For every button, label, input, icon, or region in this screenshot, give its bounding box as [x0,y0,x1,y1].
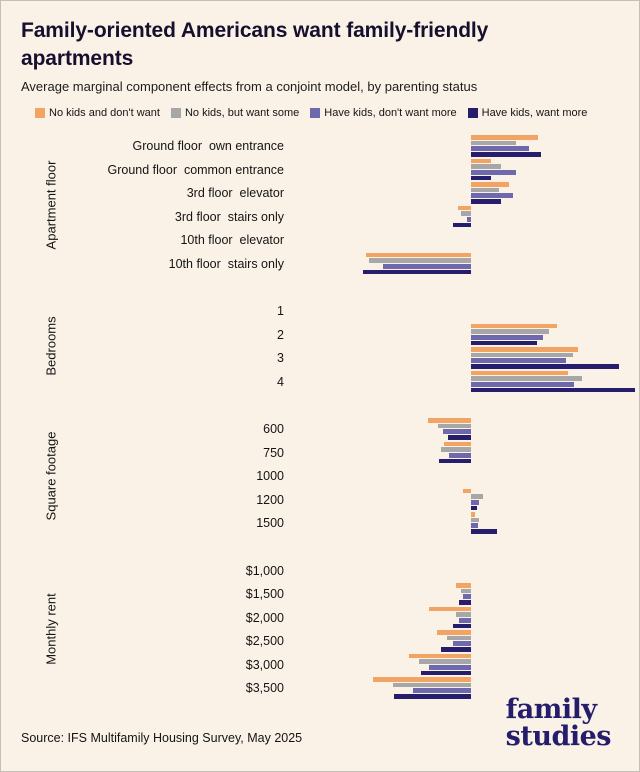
category-label: 600 [263,422,284,437]
bar-no-kids-but-want-some [461,211,471,216]
category-label: 1500 [256,516,284,531]
legend-item-have-kids-don-t-want-more [310,107,456,119]
chart-row [79,559,619,583]
category-label: 2 [277,327,284,342]
legend-swatch-icon [310,108,320,118]
bar-area [296,582,626,606]
bar-no-kids-and-don-t-want [437,630,471,635]
group-rows [79,134,619,275]
bar-area [296,158,626,182]
category-label: $1,000 [245,563,284,578]
category-label: 10th floor elevator [180,233,284,248]
bar-no-kids-and-don-t-want [471,324,557,329]
chart-row [79,606,619,630]
chart-row [79,299,619,323]
bar-have-kids-don-t-want-more [471,500,479,505]
category-label: $1,500 [245,587,284,602]
bar-area [296,205,626,229]
bar-no-kids-but-want-some [419,659,471,664]
bar-have-kids-don-t-want-more [471,193,513,198]
bar-have-kids-don-t-want-more [471,382,574,387]
legend-label: Have kids, don't want more [324,107,457,120]
source-note: Source: IFS Multifamily Housing Survey, May 2025 [21,731,303,745]
bar-no-kids-but-want-some [369,258,471,263]
legend-label: No kids, but want some [184,107,300,120]
bar-have-kids-don-t-want-more [383,264,471,269]
bar-no-kids-and-don-t-want [458,206,471,211]
bar-no-kids-and-don-t-want [471,512,475,517]
legend-swatch-icon [35,108,45,118]
page-title: Family-oriented Americans want family-friendly apartments [21,19,489,70]
legend-label: No kids and don't want [49,107,160,120]
bar-have-kids-want-more [363,270,471,275]
bar-have-kids-want-more [471,341,537,346]
category-label: 3rd floor stairs only [174,209,284,224]
category-label: $3,000 [245,657,284,672]
bar-no-kids-and-don-t-want [471,182,509,187]
bar-have-kids-don-t-want-more [471,170,516,175]
chart-row [79,346,619,370]
bar-have-kids-want-more [459,600,471,605]
bar-no-kids-and-don-t-want [471,159,491,164]
bar-have-kids-don-t-want-more [413,688,471,693]
group-label: Apartment floor [43,160,59,250]
bar-area [296,134,626,158]
category-label: 1200 [256,492,284,507]
bar-no-kids-and-don-t-want [471,347,578,352]
bar-have-kids-want-more [421,671,471,676]
subtitle: Average marginal component effects from a conjoint model, by parenting status [21,79,478,95]
chart-row [79,511,619,535]
bar-have-kids-want-more [441,647,471,652]
bar-have-kids-don-t-want-more [471,146,529,151]
chart-row [79,417,619,441]
chart-group-monthly-rent [21,559,619,700]
bar-have-kids-want-more [453,624,471,629]
bar-no-kids-but-want-some [471,518,479,523]
bar-no-kids-and-don-t-want [366,253,471,258]
bar-no-kids-and-don-t-want [444,442,471,447]
chart-row [79,629,619,653]
chart-group-square-footage [21,417,619,535]
chart-row [79,323,619,347]
bar-have-kids-don-t-want-more [453,641,471,646]
chart-row [79,228,619,252]
group-rows [79,299,619,393]
category-label: Ground floor common entrance [107,162,284,177]
bar-have-kids-want-more [471,364,619,369]
family-studies-logo [505,693,611,753]
bar-no-kids-and-don-t-want [463,489,471,494]
bar-no-kids-but-want-some [393,683,471,688]
category-label: 750 [263,445,284,460]
group-label: Square footage [43,431,59,521]
bar-no-kids-but-want-some [471,376,582,381]
bar-area [296,653,626,677]
logo-word-studies: studies [505,721,611,753]
category-label: 10th floor stairs only [168,256,284,271]
bar-no-kids-and-don-t-want [471,371,568,376]
bar-have-kids-want-more [439,459,471,464]
bar-area [296,346,626,370]
bar-no-kids-but-want-some [471,188,499,193]
bar-have-kids-don-t-want-more [471,335,543,340]
chart-group-apartment-floor [21,134,619,275]
legend-swatch-icon [468,108,478,118]
bar-area [296,629,626,653]
bar-have-kids-don-t-want-more [467,217,471,222]
chart-row [79,441,619,465]
category-label: Ground floor own entrance [132,139,284,154]
bar-area [296,417,626,441]
group-label: Bedrooms [43,316,59,377]
legend-item-no-kids-and-don-t-want [35,107,160,119]
category-label: 4 [277,374,284,389]
bar-no-kids-but-want-some [438,424,471,429]
category-label: $3,500 [245,681,284,696]
bar-have-kids-don-t-want-more [471,358,566,363]
bar-have-kids-want-more [448,435,471,440]
bar-no-kids-and-don-t-want [456,583,471,588]
group-rows [79,559,619,700]
chart [21,134,619,700]
legend-item-no-kids-but-want-some [171,107,299,119]
group-label: Monthly rent [43,593,59,666]
chart-row [79,653,619,677]
bar-no-kids-but-want-some [461,589,471,594]
bar-no-kids-but-want-some [471,353,573,358]
chart-row [79,158,619,182]
chart-row [79,370,619,394]
bar-have-kids-want-more [471,152,541,157]
bar-have-kids-want-more [394,694,471,699]
bar-area [296,252,626,276]
bar-no-kids-but-want-some [456,612,471,617]
category-label: 3rd floor elevator [186,186,284,201]
bar-no-kids-but-want-some [471,329,549,334]
category-label: $2,500 [245,634,284,649]
bar-have-kids-want-more [471,176,491,181]
category-label: 1000 [256,469,284,484]
legend-item-have-kids-want-more [468,107,588,119]
bar-have-kids-don-t-want-more [459,618,471,623]
chart-row [79,205,619,229]
bar-area [296,441,626,465]
chart-row [79,464,619,488]
bar-have-kids-don-t-want-more [443,429,471,434]
logo-word-family: family [505,693,597,725]
group-rows [79,417,619,535]
bar-have-kids-want-more [471,506,477,511]
chart-group-bedrooms [21,299,619,393]
chart-row [79,488,619,512]
bar-have-kids-want-more [453,223,471,228]
legend-swatch-icon [171,108,181,118]
bar-area [296,299,626,323]
legend [35,107,619,119]
bar-area [296,559,626,583]
bar-area [296,488,626,512]
chart-row [79,582,619,606]
bar-no-kids-but-want-some [471,141,516,146]
bar-have-kids-don-t-want-more [471,523,478,528]
bar-no-kids-but-want-some [471,164,501,169]
bar-area [296,511,626,535]
bar-have-kids-want-more [471,388,635,393]
bar-no-kids-and-don-t-want [409,654,471,659]
bar-no-kids-and-don-t-want [429,607,471,612]
bar-area [296,181,626,205]
bar-have-kids-don-t-want-more [429,665,471,670]
bar-have-kids-want-more [471,529,497,534]
chart-row [79,181,619,205]
bar-no-kids-but-want-some [471,494,483,499]
chart-row [79,134,619,158]
bar-area [296,323,626,347]
legend-label: Have kids, want more [481,107,588,120]
chart-row [79,252,619,276]
bar-area [296,606,626,630]
bar-have-kids-don-t-want-more [449,453,471,458]
category-label: 1 [277,304,284,319]
bar-have-kids-don-t-want-more [463,594,471,599]
bar-no-kids-but-want-some [441,447,471,452]
bar-area [296,370,626,394]
bar-area [296,464,626,488]
bar-no-kids-and-don-t-want [428,418,471,423]
bar-no-kids-and-don-t-want [471,135,538,140]
category-label: $2,000 [245,610,284,625]
bar-have-kids-want-more [471,199,501,204]
bar-no-kids-but-want-some [447,636,471,641]
bar-no-kids-and-don-t-want [373,677,471,682]
bar-area [296,228,626,252]
category-label: 3 [277,351,284,366]
